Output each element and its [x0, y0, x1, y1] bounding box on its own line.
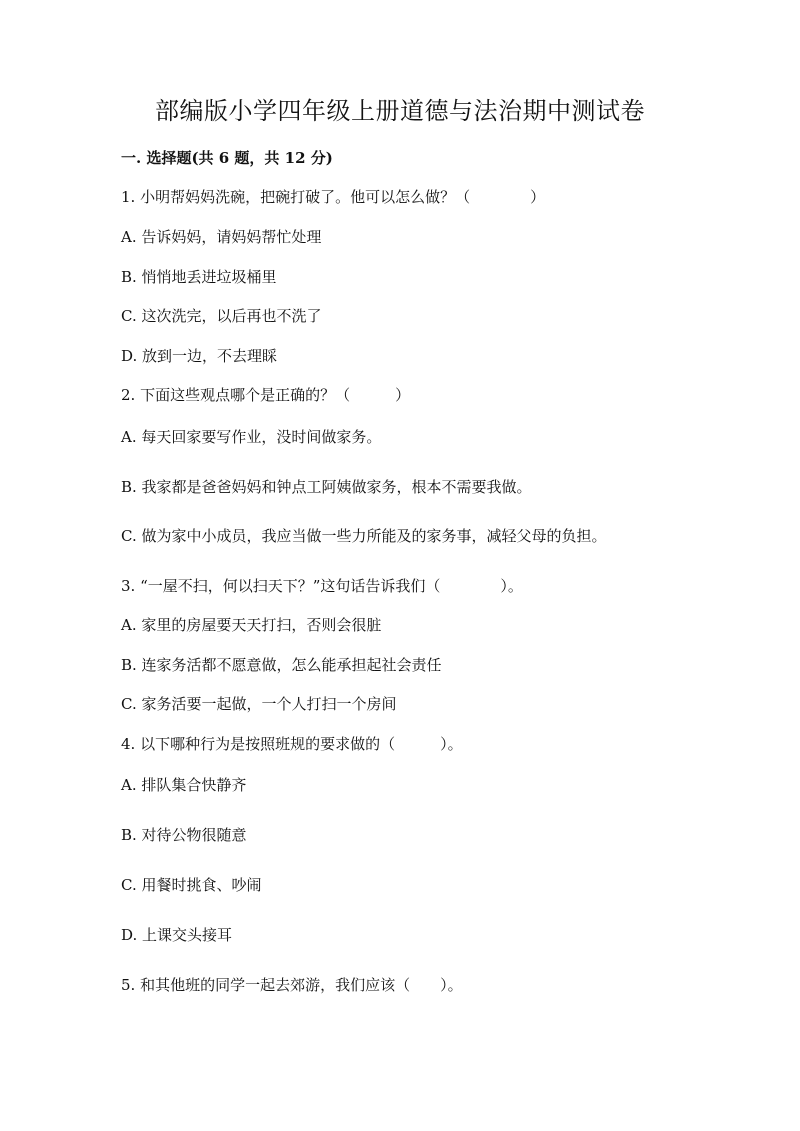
option-a: A. 排队集合快静齐	[121, 776, 247, 794]
question-stem: 1. 小明帮妈妈洗碗，把碗打破了。他可以怎么做？（ ）	[121, 188, 546, 206]
option-c: C. 家务活要一起做，一个人打扫一个房间	[121, 695, 397, 713]
option-a: A. 每天回家要写作业，没时间做家务。	[121, 428, 382, 446]
option-c: C. 做为家中小成员，我应当做一些力所能及的家务事，减轻父母的负担。	[121, 527, 607, 545]
option-b: B. 连家务活都不愿意做，怎么能承担起社会责任	[121, 656, 442, 674]
option-b: B. 我家都是爸爸妈妈和钟点工阿姨做家务，根本不需要我做。	[121, 478, 532, 496]
question-stem: 5. 和其他班的同学一起去郊游，我们应该（ ）。	[121, 976, 463, 994]
page-title: 部编版小学四年级上册道德与法治期中测试卷	[155, 97, 645, 125]
option-d: D. 上课交头接耳	[121, 926, 233, 944]
question-stem: 4. 以下哪种行为是按照班规的要求做的（ ）。	[121, 735, 463, 753]
option-d: D. 放到一边，不去理睬	[121, 347, 278, 365]
option-c: C. 用餐时挑食、吵闹	[121, 876, 262, 894]
option-b: B. 悄悄地丢进垃圾桶里	[121, 268, 277, 286]
option-a: A. 告诉妈妈，请妈妈帮忙处理	[121, 228, 322, 246]
option-b: B. 对待公物很随意	[121, 826, 247, 844]
question-stem: 3. “一屋不扫，何以扫天下？”这句话告诉我们（ ）。	[121, 577, 523, 595]
question-stem: 2. 下面这些观点哪个是正确的？（ ）	[121, 386, 411, 404]
option-c: C. 这次洗完，以后再也不洗了	[121, 307, 322, 325]
option-a: A. 家里的房屋要天天打扫，否则会很脏	[121, 616, 382, 634]
section-heading: 一. 选择题(共 6 题，共 12 分)	[121, 149, 333, 167]
